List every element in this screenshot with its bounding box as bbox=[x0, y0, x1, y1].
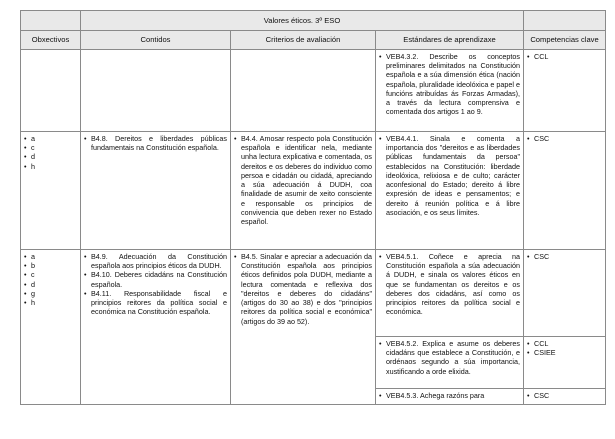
table-row bbox=[21, 50, 606, 132]
objective-item: • c bbox=[24, 143, 77, 152]
standard-item: • VEB4.5.3. Achega razóns para bbox=[379, 391, 520, 400]
competences-cell bbox=[524, 389, 606, 405]
contents-cell bbox=[81, 250, 231, 405]
criteria-cell bbox=[231, 50, 376, 132]
standard-item: • VEB4.5.1. Coñece e aprecia na Constitución española a súa adecuación á DUDH, e sinala os valores éticos en que se fundamentan os dereitos e os deberes dos cidadáns, así como os principios reitores da política social e económica. bbox=[379, 252, 520, 317]
competence-item: • CSC bbox=[527, 134, 602, 143]
contents-cell bbox=[81, 132, 231, 250]
competences-cell bbox=[524, 132, 606, 250]
table-title: Valores éticos. 3º ESO bbox=[81, 11, 524, 31]
header-standards: Estándares de aprendizaxe bbox=[376, 31, 524, 50]
content-item: • B4.10. Deberes cidadáns na Constitución española. bbox=[84, 270, 227, 288]
competences-cell bbox=[524, 50, 606, 132]
objective-item: • h bbox=[24, 162, 77, 171]
table-row bbox=[21, 250, 606, 337]
standards-cell bbox=[376, 132, 524, 250]
standard-item: • VEB4.3.2. Describe os conceptos preliminares delimitados na Constitución española e a súa dimensión ética (nación española, pluralidade ideolóxica e papel e funcións atribuídas ás Forzas Armadas), a través da lectura comprensiva e comentada dos artigos 1 ao 9. bbox=[379, 52, 520, 117]
competences-cell bbox=[524, 337, 606, 389]
competence-item: • CSC bbox=[527, 391, 602, 400]
competences-cell bbox=[524, 250, 606, 337]
header-competences: Competencias clave bbox=[524, 31, 606, 50]
header-blank-right bbox=[524, 11, 606, 31]
content-item: • B4.9. Adecuación da Constitución española aos principios éticos da DUDH. bbox=[84, 252, 227, 270]
standard-item: • VEB4.5.2. Explica e asume os deberes cidadáns que establece a Constitución, e ordénaos segundo a súa importancia, xustificando a orde elixida. bbox=[379, 339, 520, 376]
criteria-cell bbox=[231, 132, 376, 250]
standards-cell bbox=[376, 250, 524, 337]
standards-cell bbox=[376, 389, 524, 405]
objectives-cell bbox=[21, 132, 81, 250]
contents-cell bbox=[81, 50, 231, 132]
competence-item: • CSC bbox=[527, 252, 602, 261]
objective-item: • b bbox=[24, 261, 77, 270]
header-contents: Contidos bbox=[81, 31, 231, 50]
objective-item: • h bbox=[24, 298, 77, 307]
objectives-cell bbox=[21, 250, 81, 405]
objective-item: • c bbox=[24, 270, 77, 279]
objective-item: • d bbox=[24, 280, 77, 289]
header-blank-left bbox=[21, 11, 81, 31]
objective-item: • a bbox=[24, 134, 77, 143]
table-row bbox=[21, 132, 606, 250]
competence-item: • CCL bbox=[527, 52, 602, 61]
objectives-cell bbox=[21, 50, 81, 132]
header-objectives: Obxectivos bbox=[21, 31, 81, 50]
content-item: • B4.8. Dereitos e liberdades públicas fundamentais na Constitución española. bbox=[84, 134, 227, 152]
competence-item: • CSIEE bbox=[527, 348, 602, 357]
standard-item: • VEB4.4.1. Sinala e comenta a importancia dos "dereitos e as liberdades públicas fundamentais da persoa" establecidos na Constitución: liberdade ideolóxica, relixiosa e de culto; carácter aconfesional do Estado; dereito á libre expresión de ideas e pensamentos; e dereito á reunión política e á libre asociación, e os seus límites. bbox=[379, 134, 520, 217]
criterion-item: • B4.4. Amosar respecto pola Constitución española e identificar nela, mediante unha lectura explicativa e comentada, os dereitos e os deberes do individuo como persoa e cidadán ou cidadá, apreciando a súa adecuación á DUDH, coa finalidade de asumir de xeito consciente e responsable os principios de convivencia que deben rexer no Estado español. bbox=[234, 134, 372, 226]
objective-item: • g bbox=[24, 289, 77, 298]
standards-cell bbox=[376, 337, 524, 389]
objective-item: • d bbox=[24, 152, 77, 161]
competence-item: • CCL bbox=[527, 339, 602, 348]
standards-cell bbox=[376, 50, 524, 132]
header-criteria: Criterios de avaliación bbox=[231, 31, 376, 50]
criterion-item: • B4.5. Sinalar e apreciar a adecuación da Constitución española aos principios éticos definidos pola DUDH, mediante a lectura comentada e reflexiva dos "dereitos e deberes do cidadáns" (artigos do 30 ao 38) e dos "principios reitores da política social e económica" (artigos do 39 ao 52). bbox=[234, 252, 372, 326]
objective-item: • a bbox=[24, 252, 77, 261]
content-item: • B4.11. Responsabilidade fiscal e principios reitores da política social e económica na Constitución española. bbox=[84, 289, 227, 317]
criteria-cell bbox=[231, 250, 376, 405]
curriculum-table bbox=[20, 10, 606, 405]
